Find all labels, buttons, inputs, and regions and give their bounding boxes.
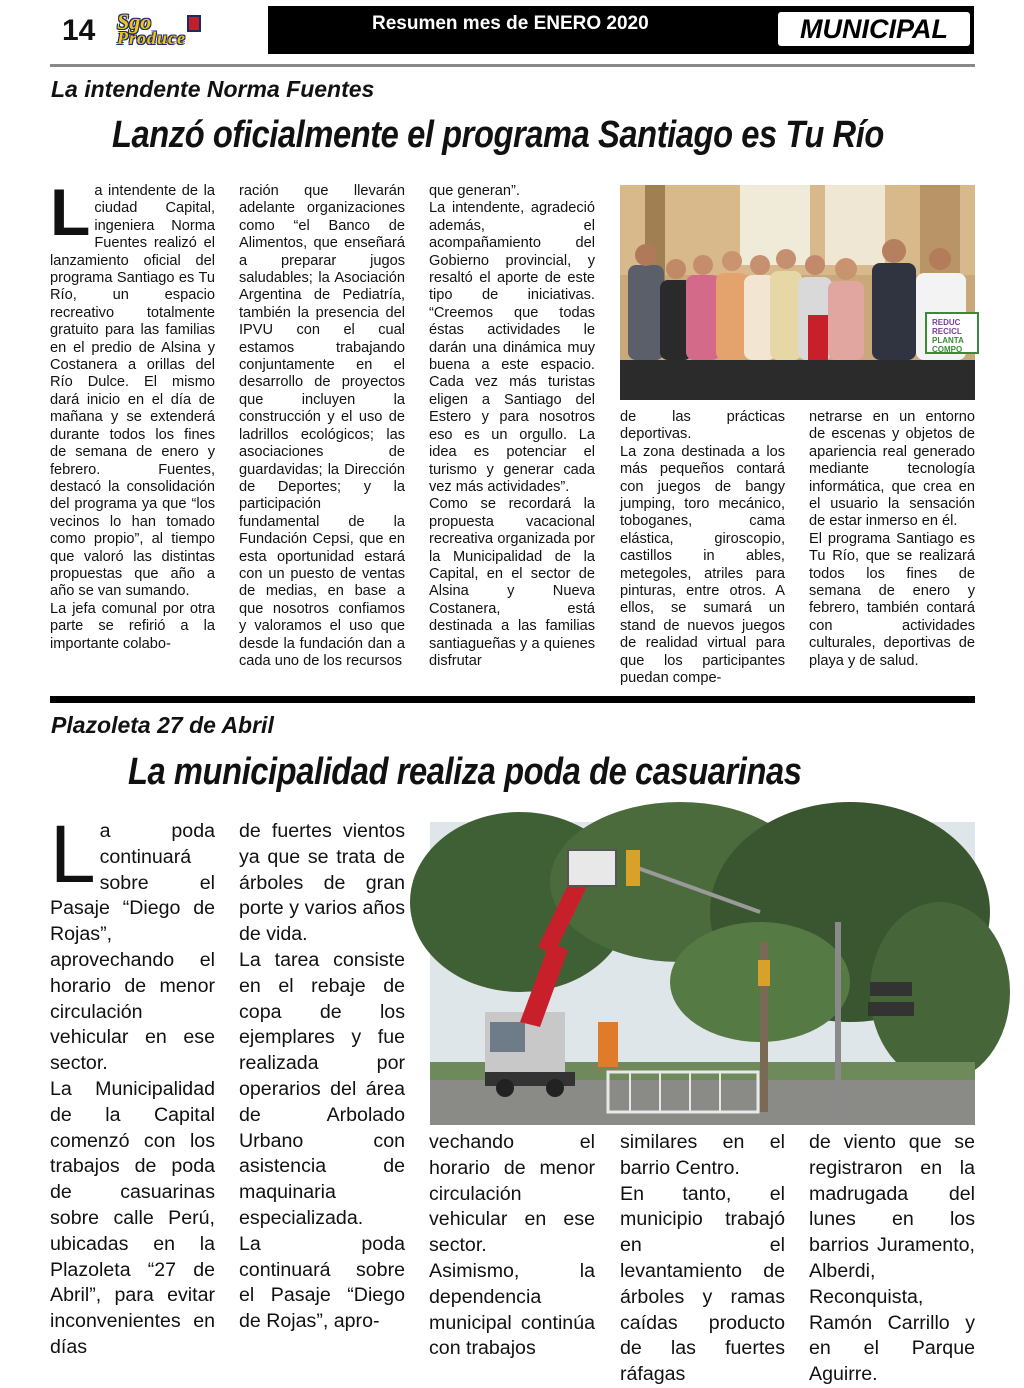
logo-line1: Sgo: [117, 9, 152, 34]
article1-column-1: [50, 175, 215, 683]
paragraph: La jefa comunal por otra parte se refirió a la importante colabo-: [50, 600, 215, 652]
banner-text: REDUC: [932, 318, 961, 327]
article2-column-5: [809, 1130, 975, 1386]
paragraph: netrarse en un entorno de escenas y objetos de apariencia real generado mediante tecnología informática, que crea en el usuario la sensación de estar inmerso en él.: [809, 409, 975, 530]
banner-text: PLANTA: [932, 336, 964, 345]
article1-column-2: [239, 183, 405, 683]
paragraph: La zona destinada a los más pequeños contará con juegos de bangy jumping, toro mecánico, toboganes, cama elástica, giroscopio, castillos in ables, metegoles, atriles para pinturas, entre otros. A ellos, se sumará un stand de nuevos juegos de realidad virtual para que los participantes puedan compe-: [620, 443, 785, 687]
page-number: 14: [62, 14, 96, 47]
newspaper-logo: [113, 11, 255, 49]
paragraph: de las prácticas deportivas.: [620, 409, 785, 443]
paragraph: La tarea consiste en el rebaje de copa de los ejemplares y fue realizada por operarios del área de Arbolado Urbano con asistencia de maquinaria especializada.: [239, 948, 405, 1229]
banner-text: COMPO: [932, 345, 963, 354]
paragraph: La poda continuará sobre el Pasaje “Diego de Rojas”, apro-: [239, 1232, 405, 1333]
paragraph: que generan”.: [429, 183, 520, 199]
paragraph: a poda continuará sobre el Pasaje “Diego de Rojas”, aprovechando el horario de menor circulación vehicular en ese sector.: [50, 820, 215, 1075]
paragraph: de viento que se registraron en la madrugada del lunes en los barrios Juramento, Alberdi, Reconquista, Ramón Carrillo y en el Parque Aguirre.: [809, 1131, 975, 1386]
article2-headline: La municipalidad realiza poda de casuarinas: [128, 751, 802, 793]
article1-column-5: [809, 409, 975, 685]
article2-column-2: [239, 819, 405, 1364]
paragraph: La Municipalidad de la Capital comenzó con los trabajos de poda de casuarinas sobre calle Perú, ubicadas en la Plazoleta “27 de Abril”, para evitar inconvenientes en días: [50, 1077, 215, 1358]
paragraph: El programa Santiago es Tu Río, que se realizará todos los fines de semana de enero y febrero, también contará con actividades culturales, deportivas de playa y de salud.: [809, 530, 975, 669]
article2-column-3: [429, 1130, 595, 1364]
tree-pruning-photo: [430, 822, 975, 1125]
paragraph: En tanto, el municipio trabajó en el levantamiento de árboles y ramas caídas producto de las fuertes ráfagas: [620, 1182, 785, 1386]
paragraph: a intendente de la ciudad Capital, ingeniera Norma Fuentes realizó el lanzamiento oficial del programa Santiago es Tu Río, un espacio recreativo totalmente gratuito para las familias en el predio de Alsina y Costanera a orillas del Río Dulce. El mismo dará inicio en el día de mañana y se extenderá durante todos los fines de semana de enero y febrero. Fuentes, destacó la consolidación del programa ya que “los vecinos lo han tomado como propio”, al tiempo que valoró las distintas propuestas que año a año se van sumando.: [50, 183, 215, 600]
logo-line2: Produce: [117, 28, 186, 48]
officials-group-photo: [620, 185, 975, 400]
paragraph: Asimismo, la dependencia municipal continúa con trabajos: [429, 1259, 595, 1360]
article2-column-1: [50, 809, 215, 1364]
article1-column-3: [429, 183, 595, 683]
paragraph: ración que llevarán adelante organizaciones como “el Banco de Alimentos, que enseñará a preparar jugos saludables; la Asociación Argentina de Pediatría, también la presencia del IPVU con el cual estamos trabajando conjuntamente en el desarrollo de proyectos que incluyen la construcción y el uso de ladrillos ecológicos; las asociaciones de guardavidas; la Dirección de Deportes; y la participación fundamental de la Fundación Cepsi, que en esta oportunidad estará con un puesto de ventas de medias, en base a que nosotros confiamos y valoramos el uso que desde la fundación dan a cada uno de los recursos: [239, 183, 405, 669]
article1-headline: Lanzó oficialmente el programa Santiago es Tu Río: [112, 114, 884, 156]
flag-icon: [187, 15, 201, 32]
article2-kicker: Plazoleta 27 de Abril: [51, 712, 274, 738]
banner-text: RECICL: [932, 327, 962, 336]
dropcap: L: [50, 809, 96, 900]
paragraph: similares en el barrio Centro.: [620, 1131, 785, 1179]
header-summary: Resumen mes de ENERO 2020: [372, 13, 649, 34]
section-label: MUNICIPAL: [778, 12, 970, 46]
article2-column-4: [620, 1130, 785, 1386]
divider: [50, 64, 975, 67]
dropcap: L: [50, 175, 91, 249]
paragraph: vechando el horario de menor circulación vehicular en ese sector.: [429, 1131, 595, 1257]
paragraph: La intendente, agradeció además, el acompañamiento del Gobierno provincial, y resaltó el aporte de este tipo de iniciativas. “Creemos que todas éstas actividades le darán una dinámica muy buena a este espacio. Cada vez más turistas eligen a Santiago del Estero y para nosotros eso es un orgullo. La idea es potenciar el turismo y generar cada vez más actividades”.: [429, 200, 595, 495]
article1-kicker: La intendente Norma Fuentes: [51, 76, 375, 102]
divider: [50, 696, 975, 703]
article1-column-4: [620, 409, 785, 685]
paragraph: de fuertes vientos ya que se trata de árboles de gran porte y varios años de vida.: [239, 820, 405, 946]
paragraph: Como se recordará la propuesta vacacional recreativa organizada por la Municipalidad de la Capital, en el sector de Alsina y Nueva Costanera, está destinada a las familias santiagueñas y a quienes disfrutar: [429, 496, 595, 669]
